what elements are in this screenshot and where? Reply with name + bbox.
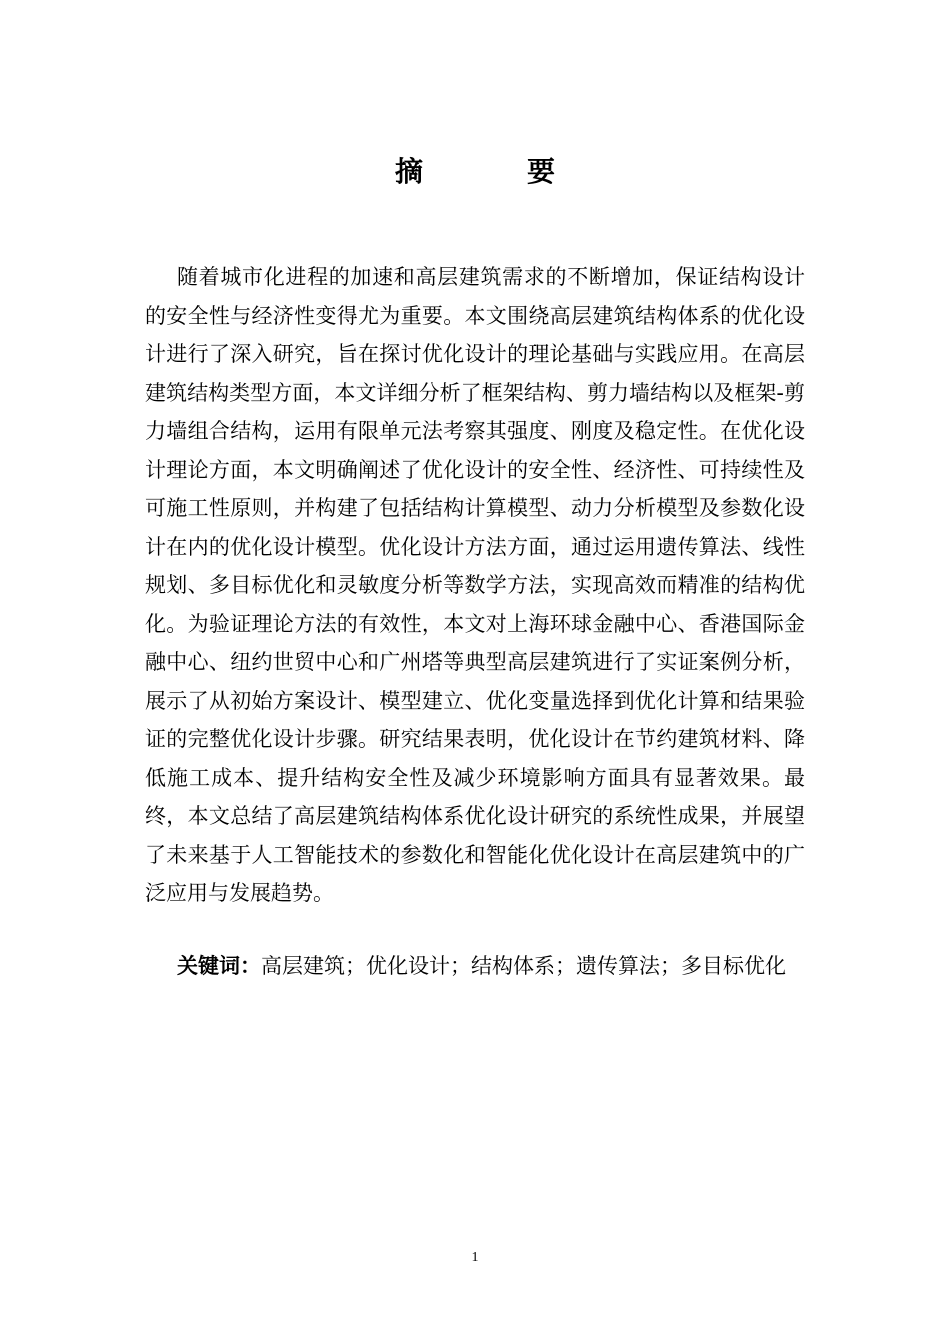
page-title: 摘 要 [394,155,593,188]
page-number: 1 [471,1250,479,1265]
keywords-label: 关键词： [177,954,261,978]
keywords-text: 高层建筑；优化设计；结构体系；遗传算法；多目标优化 [261,954,786,978]
abstract-body: 随着城市化进程的加速和高层建筑需求的不断增加，保证结构设计的安全性与经济性变得尤为重要。本文围绕高层建筑结构体系的优化设计进行了深入研究，旨在探讨优化设计的理论基础与实践应用。在高层建筑结构类型方面，本文详细分析了框架结构、剪力墙结构以及框架-剪力墙组合结构，运用有限单元法考察其强度、刚度及稳定性。在优化设计理论方面，本文明确阐述了优化设计的安全性、经济性、可持续性及可施工性原则，并构建了包括结构计算模型、动力分析模型及参数化设计在内的优化设计模型。优化设计方法方面，通过运用遗传算法、线性规划、多目标优化和灵敏度分析等数学方法，实现高效而精准的结构优化。为验证理论方法的有效性，本文对上海环球金融中心、香港国际金融中心、纽约世贸中心和广州塔等典型高层建筑进行了实证案例分析，展示了从初始方案设计、模型建立、优化变量选择到优化计算和结果验证的完整优化设计步骤。研究结果表明，优化设计在节约建筑材料、降低施工成本、提升结构安全性及减少环境影响方面具有显著效果。最终，本文总结了高层建筑结构体系优化设计研究的系统性成果，并展望了未来基于人工智能技术的参数化和智能化优化设计在高层建筑中的广泛应用与发展趋势。 [145,265,805,905]
keywords-line [145,952,805,981]
